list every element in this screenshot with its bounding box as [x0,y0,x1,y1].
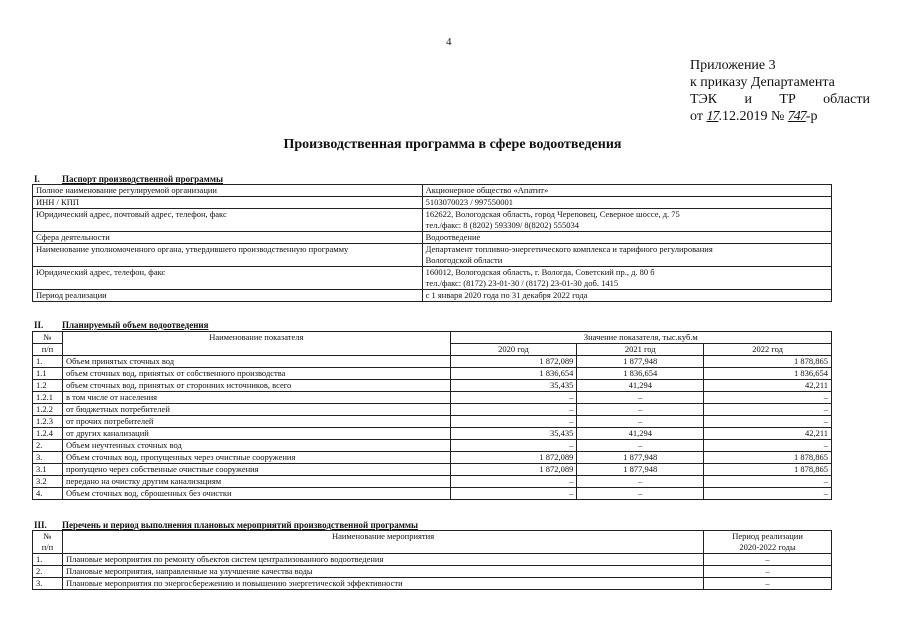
table-row: Период реализации с 1 января 2020 года по 31 декабря 2022 года [33,290,832,302]
document-title: Производственная программа в сфере водоотведения [283,137,622,152]
table-row: 2. Плановые мероприятия, направленные на улучшение качества воды – [33,566,832,578]
passport-table [32,184,832,302]
table-row: 1.2 объем сточных вод, принятых от сторонних источников, всего 35,435 41,294 42,211 [33,380,832,392]
annex-line4: от 17.12.2019 № 747-р [690,109,818,124]
section2-heading: II. Планируемый объем водоотведения [34,320,209,330]
table-row: Юридический адрес, телефон, факс 160012, Вологодская область, г. Вологда, Советский пр., д. 80 б тел./факс: (8172) 23-01-30 / (8172) 23-01-30 доб. 1415 [33,267,832,290]
volume-table-body [33,356,832,500]
annex-line3: ТЭК и ТР области [690,92,870,107]
table-row: 3. Объем сточных вод, пропущенных через очистные сооружения 1 872,089 1 877,948 1 878,865 [33,452,832,464]
table-row: 1.2.3 от прочих потребителей – – – [33,416,832,428]
order-day: 17 [706,109,719,124]
annex-line1: Приложение 3 [690,58,776,73]
measures-table [32,530,832,590]
table-row: 1.2.2 от бюджетных потребителей – – – [33,404,832,416]
table-row: Наименование уполномоченного органа, утвердившего производственную программу Департамент топливно-энергетического комплекса и тарифного регулирования Вологодской области [33,244,832,267]
measures-table-body [33,554,832,590]
table-row: 3. Плановые мероприятия по энергосбережению и повышению энергетической эффективности – [33,578,832,590]
table-row: 1.1 объем сточных вод, принятых от собственного производства 1 836,654 1 836,654 1 836,654 [33,368,832,380]
table-row: 1.2.1 в том числе от населения – – – [33,392,832,404]
table-row: 1. Плановые мероприятия по ремонту объектов систем централизованного водоотведения – [33,554,832,566]
table-row: 4. Объем сточных вод, сброшенных без очистки – – – [33,488,832,500]
table-row: 1.2.4 от других канализаций 35,435 41,294 42,211 [33,428,832,440]
section3-heading: III. Перечень и период выполнения плановых мероприятий производственной программы [34,520,419,530]
table-header-row: № п/п Наименование мероприятия Период реализации 2020-2022 годы [33,531,832,554]
annex-block [690,57,870,125]
table-row: Сфера деятельности Водоотведение [33,232,832,244]
table-row: Юридический адрес, почтовый адрес, телефон, факс 162622, Вологодская область, город Череповец, Северное шоссе, д. 75 тел./факс: 8 (8202) 593309/ 8(8202) 555034 [33,209,832,232]
table-row: 2. Объем неучтенных сточных вод – – – [33,440,832,452]
table-row: ИНН / КПП 5103070023 / 997550001 [33,197,832,209]
table-header-row: № Наименование показателя Значение показателя, тыс.куб.м [33,332,832,344]
page-number: 4 [446,36,452,48]
table-row: 3.1 пропущено через собственные очистные сооружения 1 872,089 1 877,948 1 878,865 [33,464,832,476]
volume-table [32,331,832,500]
table-header-row: п/п 2020 год 2021 год 2022 год [33,344,832,356]
section1-heading: I. Паспорт производственной программы [34,174,223,184]
order-number: 747 [787,109,806,124]
annex-line2: к приказу Департамента [690,75,835,90]
table-row: Полное наименование регулируемой организации Акционерное общество «Апатит» [33,185,832,197]
table-row: 1. Объем принятых сточных вод 1 872,089 1 877,948 1 878,865 [33,356,832,368]
table-row: 3.2 передано на очистку другим канализациям – – – [33,476,832,488]
